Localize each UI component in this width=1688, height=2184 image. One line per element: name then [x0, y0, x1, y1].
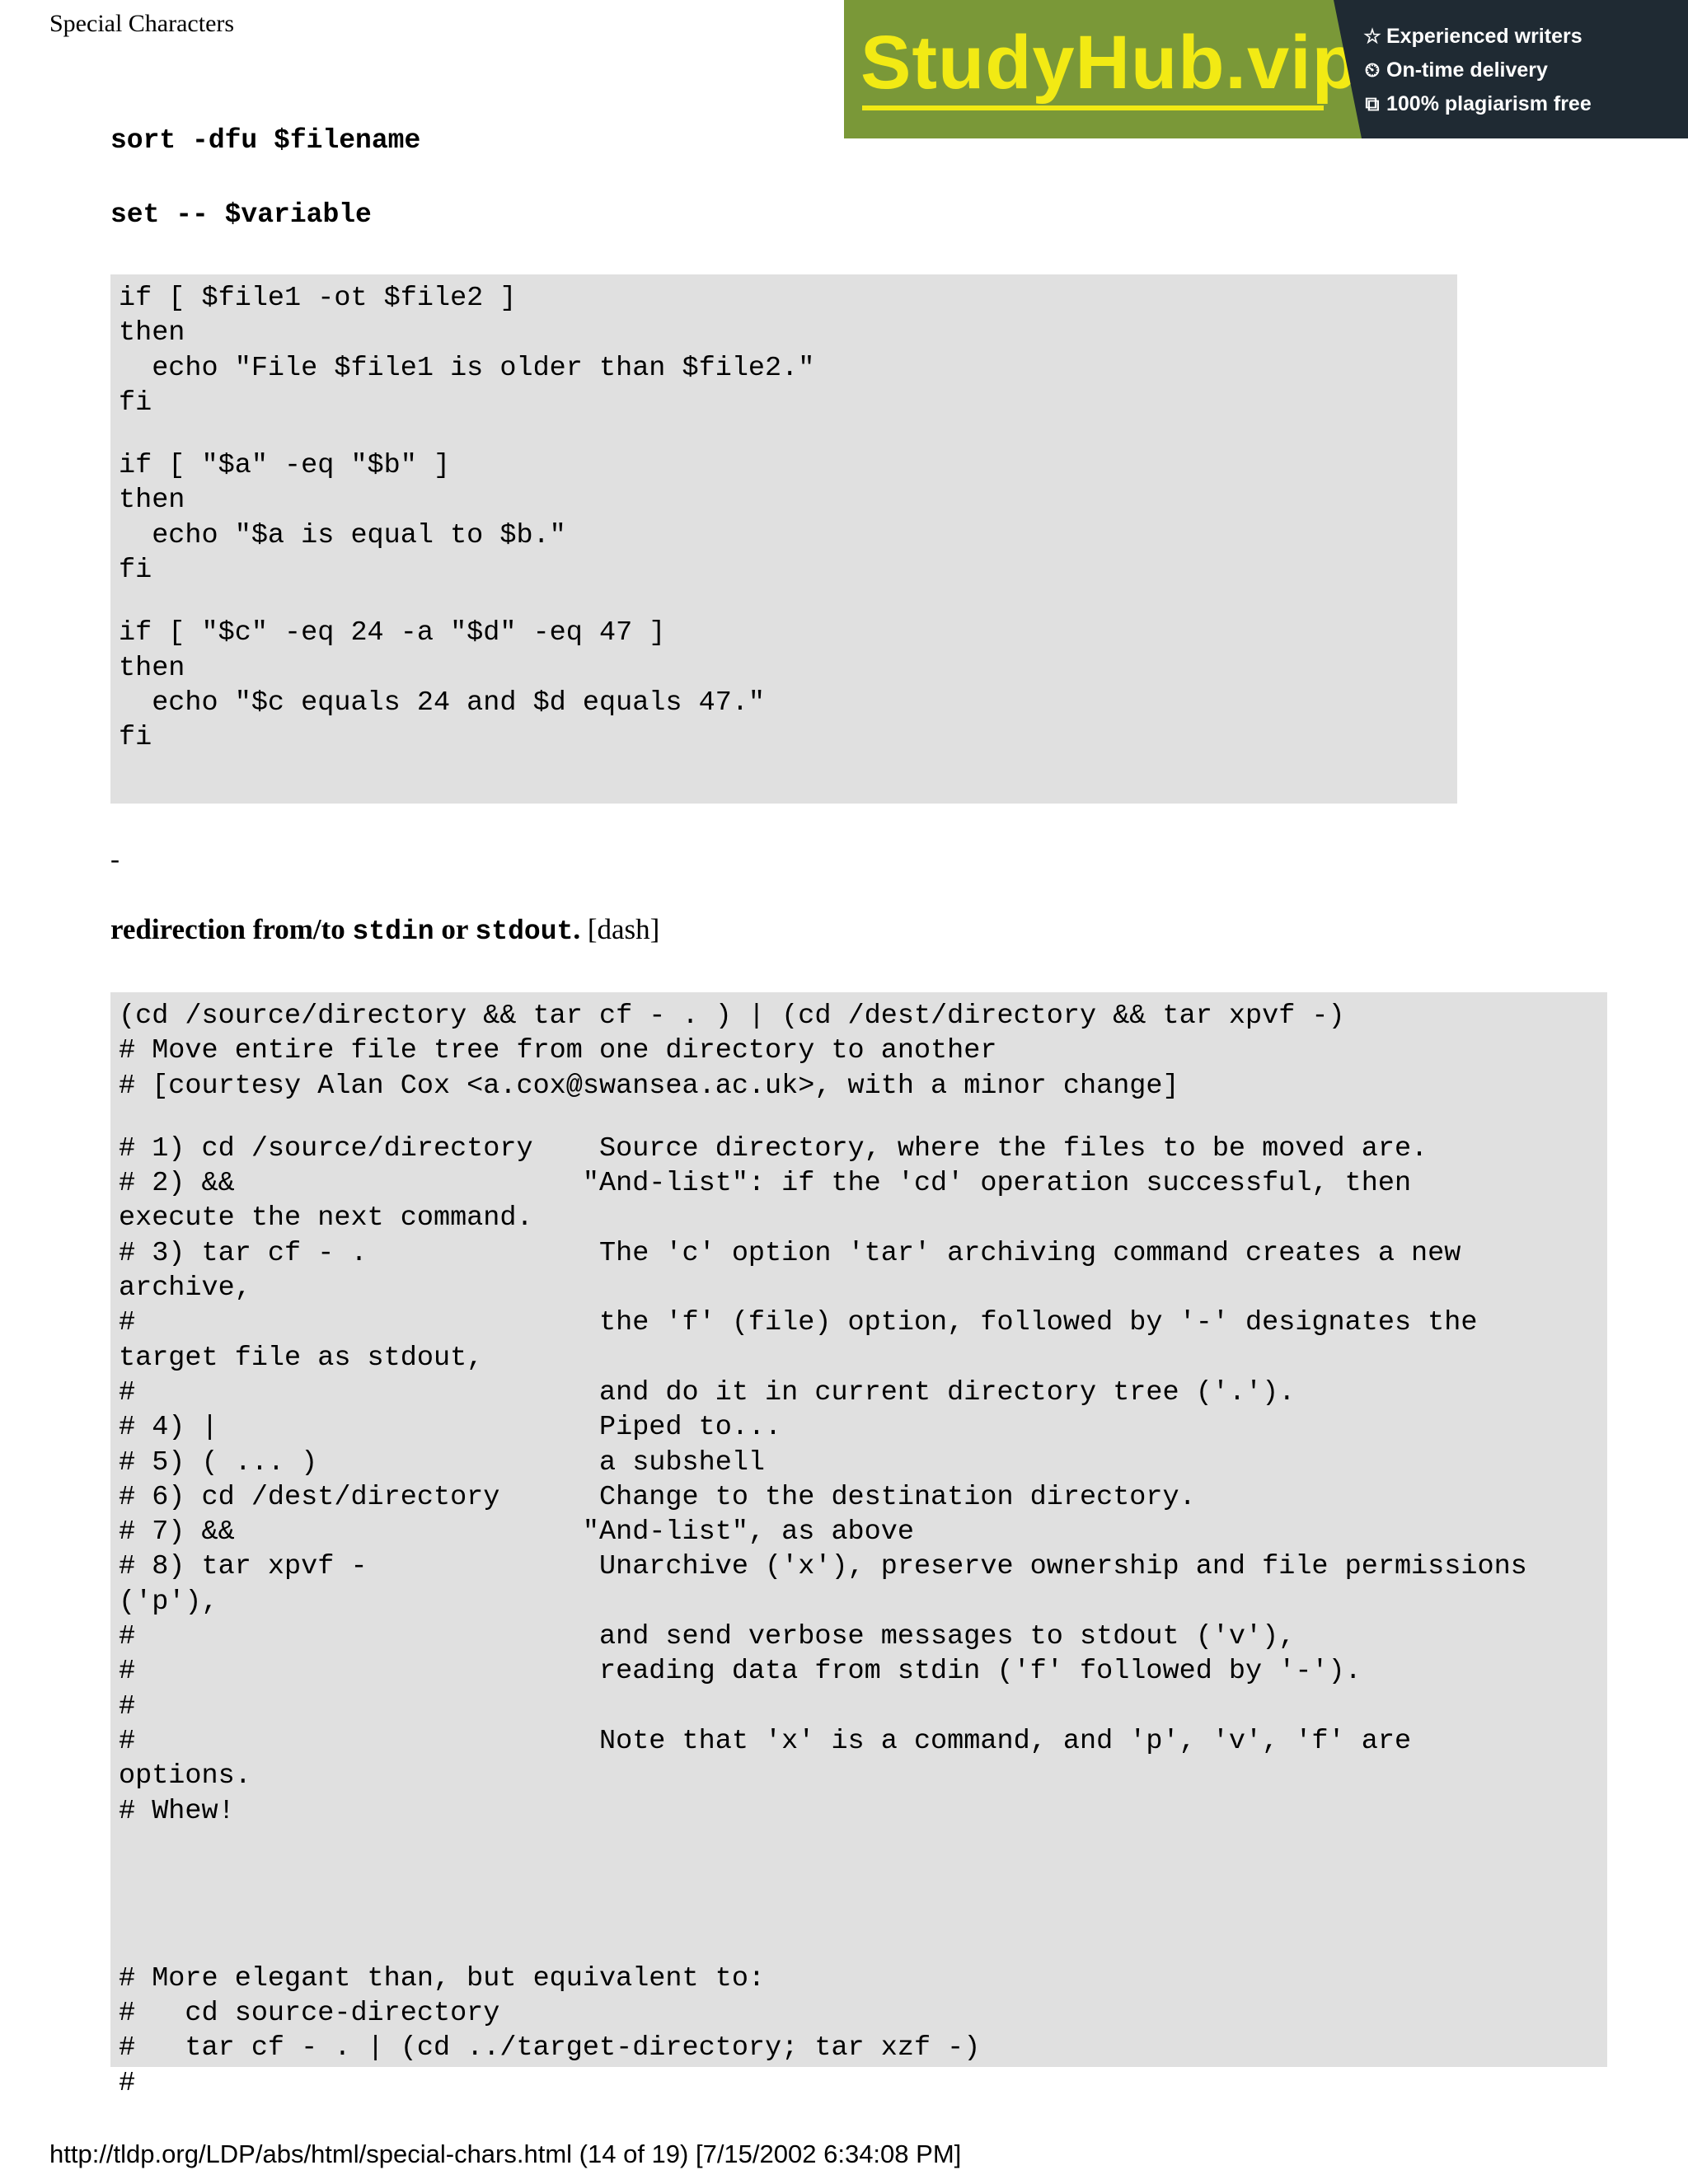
heading-suffix: .	[573, 913, 581, 945]
code-line: # 7) && "And-list", as above	[119, 1516, 914, 1549]
code-line: # 8) tar xpvf - Unarchive ('x'), preserve ownership and file permissions	[119, 1551, 1527, 1583]
code-example-file-tests	[110, 274, 1457, 804]
code-line: fi	[119, 387, 152, 419]
code-line: #	[119, 1690, 136, 1722]
code-line: # cd source-directory	[119, 1998, 500, 2030]
heading-mid: or	[434, 913, 476, 945]
feature-label: On-time delivery	[1386, 59, 1548, 82]
dash-heading	[110, 913, 659, 947]
code-line: fi	[119, 555, 152, 587]
clock-icon: ⏲	[1364, 59, 1381, 82]
code-line: options.	[119, 1760, 251, 1793]
code-line: # the 'f' (file) option, followed by '-' designates the	[119, 1307, 1478, 1339]
code-line: # and send verbose messages to stdout ('v'),	[119, 1621, 1296, 1653]
feature-label: Experienced writers	[1386, 25, 1582, 48]
code-line: # Whew!	[119, 1795, 235, 1827]
code-line: if [ "$c" -eq 24 -a "$d" -eq 47 ]	[119, 617, 666, 649]
banner-logo-panel[interactable]	[844, 0, 1362, 138]
footer-url[interactable]: http://tldp.org/LDP/abs/html/special-chars.html (14 of 19) [7/15/2002 6:34:08 PM]	[49, 2139, 962, 2168]
code-gap	[119, 420, 1449, 448]
studyhub-logo[interactable]: StudyHub.vip	[860, 21, 1359, 105]
code-line: then	[119, 652, 185, 684]
code-line: then	[119, 485, 185, 517]
code-line: # Note that 'x' is a command, and 'p', 'v', 'f' are	[119, 1725, 1412, 1757]
code-gap	[119, 1933, 1599, 1961]
code-line: # and do it in current directory tree ('.').	[119, 1376, 1296, 1408]
code-line: #	[119, 2067, 136, 2099]
code-line	[119, 1829, 1599, 1863]
code-line: # tar cf - . | (cd ../target-directory; tar xzf -)	[119, 2032, 981, 2064]
code-line: # 5) ( ... ) a subshell	[119, 1446, 766, 1479]
copy-icon: ⧉	[1365, 92, 1380, 115]
code-example-tar-pipe	[110, 992, 1607, 2099]
code-line: execute the next command.	[119, 1202, 533, 1235]
star-icon: ☆	[1363, 26, 1381, 48]
page-header-title: Special Characters	[49, 10, 235, 37]
logo-underline	[862, 105, 1324, 110]
code-line: echo "$c equals 24 and $d equals 47."	[119, 687, 766, 719]
code-line: # 3) tar cf - . The 'c' option 'tar' archiving command creates a new	[119, 1237, 1461, 1269]
code-line: # 1) cd /source/directory Source directory, where the files to be moved are.	[119, 1132, 1428, 1165]
code-line: # reading data from stdin ('f' followed by '-').	[119, 1656, 1362, 1688]
code-gap	[119, 588, 1449, 616]
code-line: # 6) cd /dest/directory Change to the destination directory.	[119, 1481, 1196, 1513]
heading-stdout: stdout	[475, 916, 574, 947]
heading-stdin: stdin	[352, 916, 434, 947]
feature-item	[1362, 20, 1592, 54]
code-line: # Move entire file tree from one directory to another	[119, 1035, 997, 1067]
code-line: echo "$a is equal to $b."	[119, 519, 566, 551]
sort-command: sort -dfu $filename	[110, 125, 421, 156]
code-line: if [ "$a" -eq "$b" ]	[119, 450, 451, 482]
code-line: # 4) | Piped to...	[119, 1412, 782, 1444]
banner-features-panel	[1362, 0, 1688, 138]
code-line: echo "File $file1 is older than $file2."	[119, 352, 815, 384]
code-line: then	[119, 317, 185, 349]
code-line: if [ $file1 -ot $file2 ]	[119, 283, 517, 314]
heading-tag: [dash]	[580, 913, 660, 945]
code-line: ('p'),	[119, 1586, 218, 1618]
code-line: # 2) && "And-list": if the 'cd' operation successful, then	[119, 1168, 1412, 1200]
code-line: (cd /source/directory && tar cf - . ) | (cd /dest/directory && tar xpvf -)	[119, 1001, 1345, 1032]
code-line: # [courtesy Alan Cox <a.cox@swansea.ac.uk>, with a minor change]	[119, 1070, 1179, 1102]
code-line	[119, 1898, 1599, 1933]
code-line: archive,	[119, 1272, 251, 1305]
feature-item	[1362, 87, 1592, 121]
feature-list	[1362, 20, 1592, 121]
code-line: target file as stdout,	[119, 1342, 484, 1374]
feature-label: 100% plagiarism free	[1386, 92, 1592, 115]
code-line	[119, 1863, 1599, 1898]
set-command: set -- $variable	[110, 199, 372, 230]
feature-item	[1362, 54, 1592, 87]
heading-prefix: redirection from/to	[110, 913, 353, 945]
dash-symbol: -	[110, 845, 120, 874]
code-gap	[119, 1104, 1599, 1132]
code-line: # More elegant than, but equivalent to:	[119, 1962, 766, 1994]
code-line: fi	[119, 722, 152, 754]
studyhub-ad-banner[interactable]	[844, 0, 1688, 138]
